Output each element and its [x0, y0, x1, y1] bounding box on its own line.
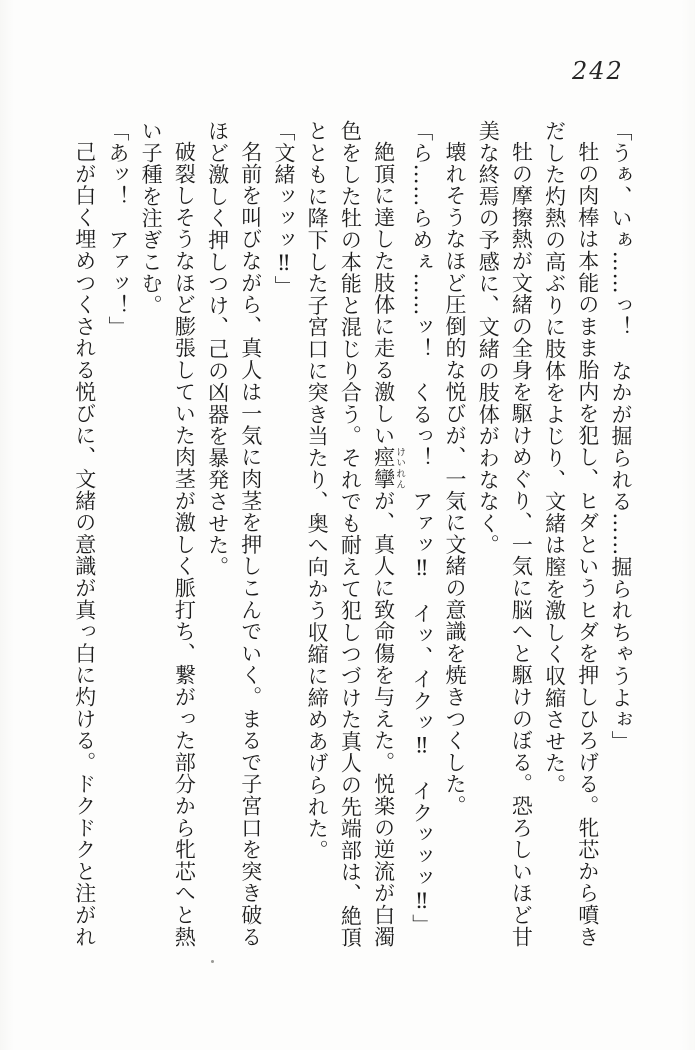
body-paragraph: 己が白く埋めつくされる悦びに、文緒の意識が真っ白に灼ける。ドクドクと注がれ [72, 141, 97, 948]
dialogue-paragraph: 「うぁ、いぁ……っ！ なかが掘られる……掘られちゃうよぉ」 [609, 120, 633, 753]
body-paragraph: 牡の摩擦熱が文緒の全身を駆けめぐり、一気に脳へと駆けのぼる。恐ろしいほど甘美な終焉の予感に、文緒の肢体がわななく。 [476, 120, 534, 948]
scan-speck [211, 960, 214, 963]
body-paragraph: 牡の肉棒は本能のまま胎内を犯し、ヒダというヒダを押しひろげる。牝芯から噴きだした灼熱の高ぶりに肢体をよじり、文緒は膣を激しく収縮させた。 [542, 120, 600, 948]
text-block [71, 120, 637, 952]
body-paragraph: 壊れそうなほど圧倒的な悦びが、一気に文緒の意識を焼きつくした。 [442, 141, 467, 817]
dialogue-paragraph: 「ら……らめぇ……ッ！ くるっ！ アァッ‼ イッ、イクッ‼ イクッッッ‼」 [409, 120, 434, 936]
body-paragraph: 絶頂に達した肢体に走る激しい痙攣けいれんが、真人に致命傷を与えた。悦楽の逆流が白濁色をした牡の本能と混じり合う。それでも耐えて犯しつづけた真人の先端部は、絶頂とともに降下した子宮口に突き当たり、奥へ向かう収縮に締めあげられた。 [305, 120, 406, 949]
dialogue-paragraph: 「あッ！ アァッ！」 [105, 120, 130, 338]
page-number: 242 [572, 57, 624, 85]
body-paragraph: 名前を叫びながら、真人は一気に肉茎を押しこんでいく。まるで子宮口を突き破るほど激しく押しつけ、己の凶器を暴発させた。 [205, 120, 263, 948]
body-paragraph: 破裂しそうなほど膨張していた肉茎が激しく脈打ち、繋がった部分から牝芯へと熱い子種を注ぎこむ。 [139, 120, 197, 948]
ruby-annotated-word: 痙攣けいれん [371, 446, 406, 490]
dialogue-paragraph: 「文緒ッッッ‼」 [271, 120, 296, 298]
